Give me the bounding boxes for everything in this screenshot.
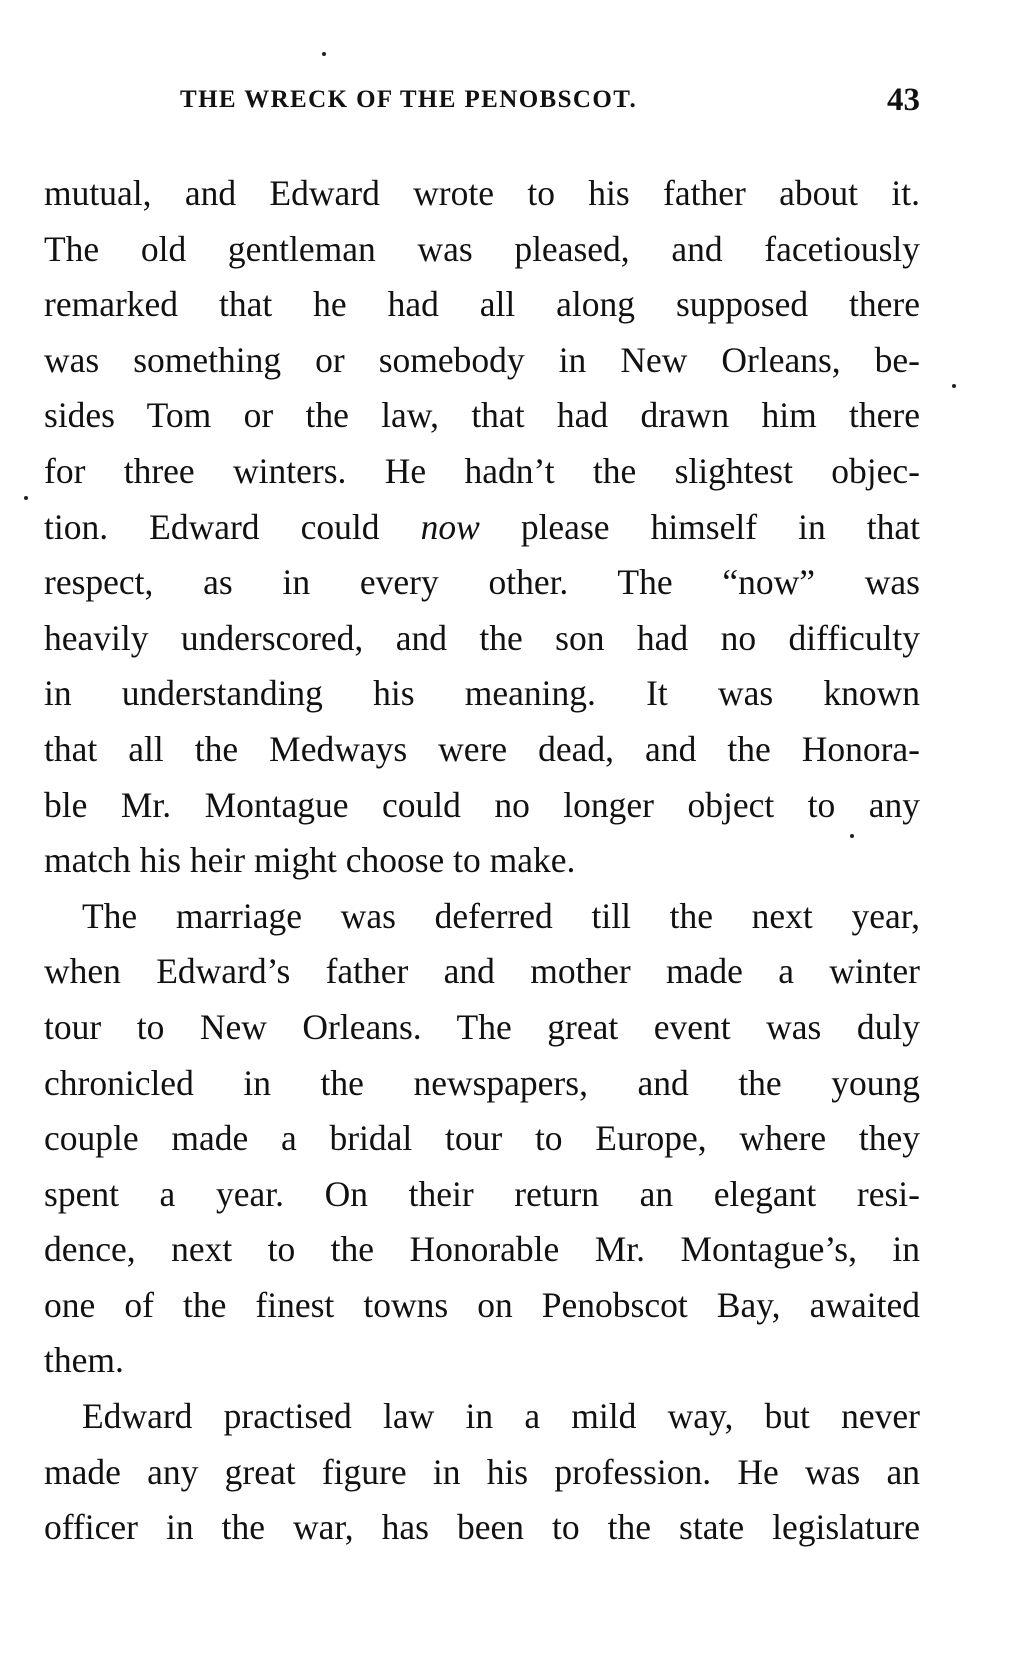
text-line: that all the Medways were dead, and the Honora- xyxy=(44,728,920,769)
text-line-start: tion. Edward could xyxy=(44,506,380,547)
text-line: remarked that he had all along supposed there xyxy=(44,284,920,325)
text-line: in understanding his meaning. It was known xyxy=(44,673,920,714)
print-speck xyxy=(24,496,28,500)
text-line: was something or somebody in New Orleans, be- xyxy=(44,339,920,380)
text-line: them. xyxy=(44,1340,124,1381)
paragraph xyxy=(44,166,920,889)
paragraph xyxy=(44,1389,920,1556)
text-line: made any great figure in his profession. He was an xyxy=(44,1451,920,1492)
text-line: dence, next to the Honorable Mr. Montague’s, in xyxy=(44,1229,920,1270)
text-line: The old gentleman was pleased, and facetiously xyxy=(44,228,920,269)
text-line: mutual, and Edward wrote to his father about it. xyxy=(44,173,920,213)
paragraph xyxy=(44,889,920,1389)
text-line: when Edward’s father and mother made a winter xyxy=(44,951,920,992)
emphasized-word: now xyxy=(420,506,480,547)
text-line: Edward practised law in a mild way, but never xyxy=(82,1396,920,1437)
text-line xyxy=(44,500,920,556)
text-line: heavily underscored, and the son had no difficulty xyxy=(44,617,920,658)
text-line: for three winters. He hadn’t the slightest objec- xyxy=(44,450,920,491)
page-header xyxy=(180,82,920,126)
text-line: tour to New Orleans. The great event was duly xyxy=(44,1006,920,1047)
text-line: chronicled in the newspapers, and the young xyxy=(44,1062,920,1103)
print-speck xyxy=(322,52,326,56)
text-line: match his heir might choose to make. xyxy=(44,840,576,881)
text-line: respect, as in every other. The “now” was xyxy=(44,562,920,603)
text-line: one of the finest towns on Penobscot Bay, awaited xyxy=(44,1284,920,1325)
print-speck xyxy=(952,384,956,388)
text-line-end: please himself in that xyxy=(520,506,921,547)
page-number: 43 xyxy=(887,82,920,118)
text-line: sides Tom or the law, that had drawn him there xyxy=(44,395,920,436)
page-body xyxy=(44,166,920,1556)
text-line: couple made a bridal tour to Europe, where they xyxy=(44,1118,920,1159)
text-line: ble Mr. Montague could no longer object to any xyxy=(44,784,920,825)
print-speck xyxy=(850,834,854,838)
running-title: THE WRECK OF THE PENOBSCOT. xyxy=(180,86,638,113)
text-line: officer in the war, has been to the state legislature xyxy=(44,1507,920,1548)
text-line: spent a year. On their return an elegant resi- xyxy=(44,1173,920,1214)
text-line: The marriage was deferred till the next year, xyxy=(82,895,920,936)
